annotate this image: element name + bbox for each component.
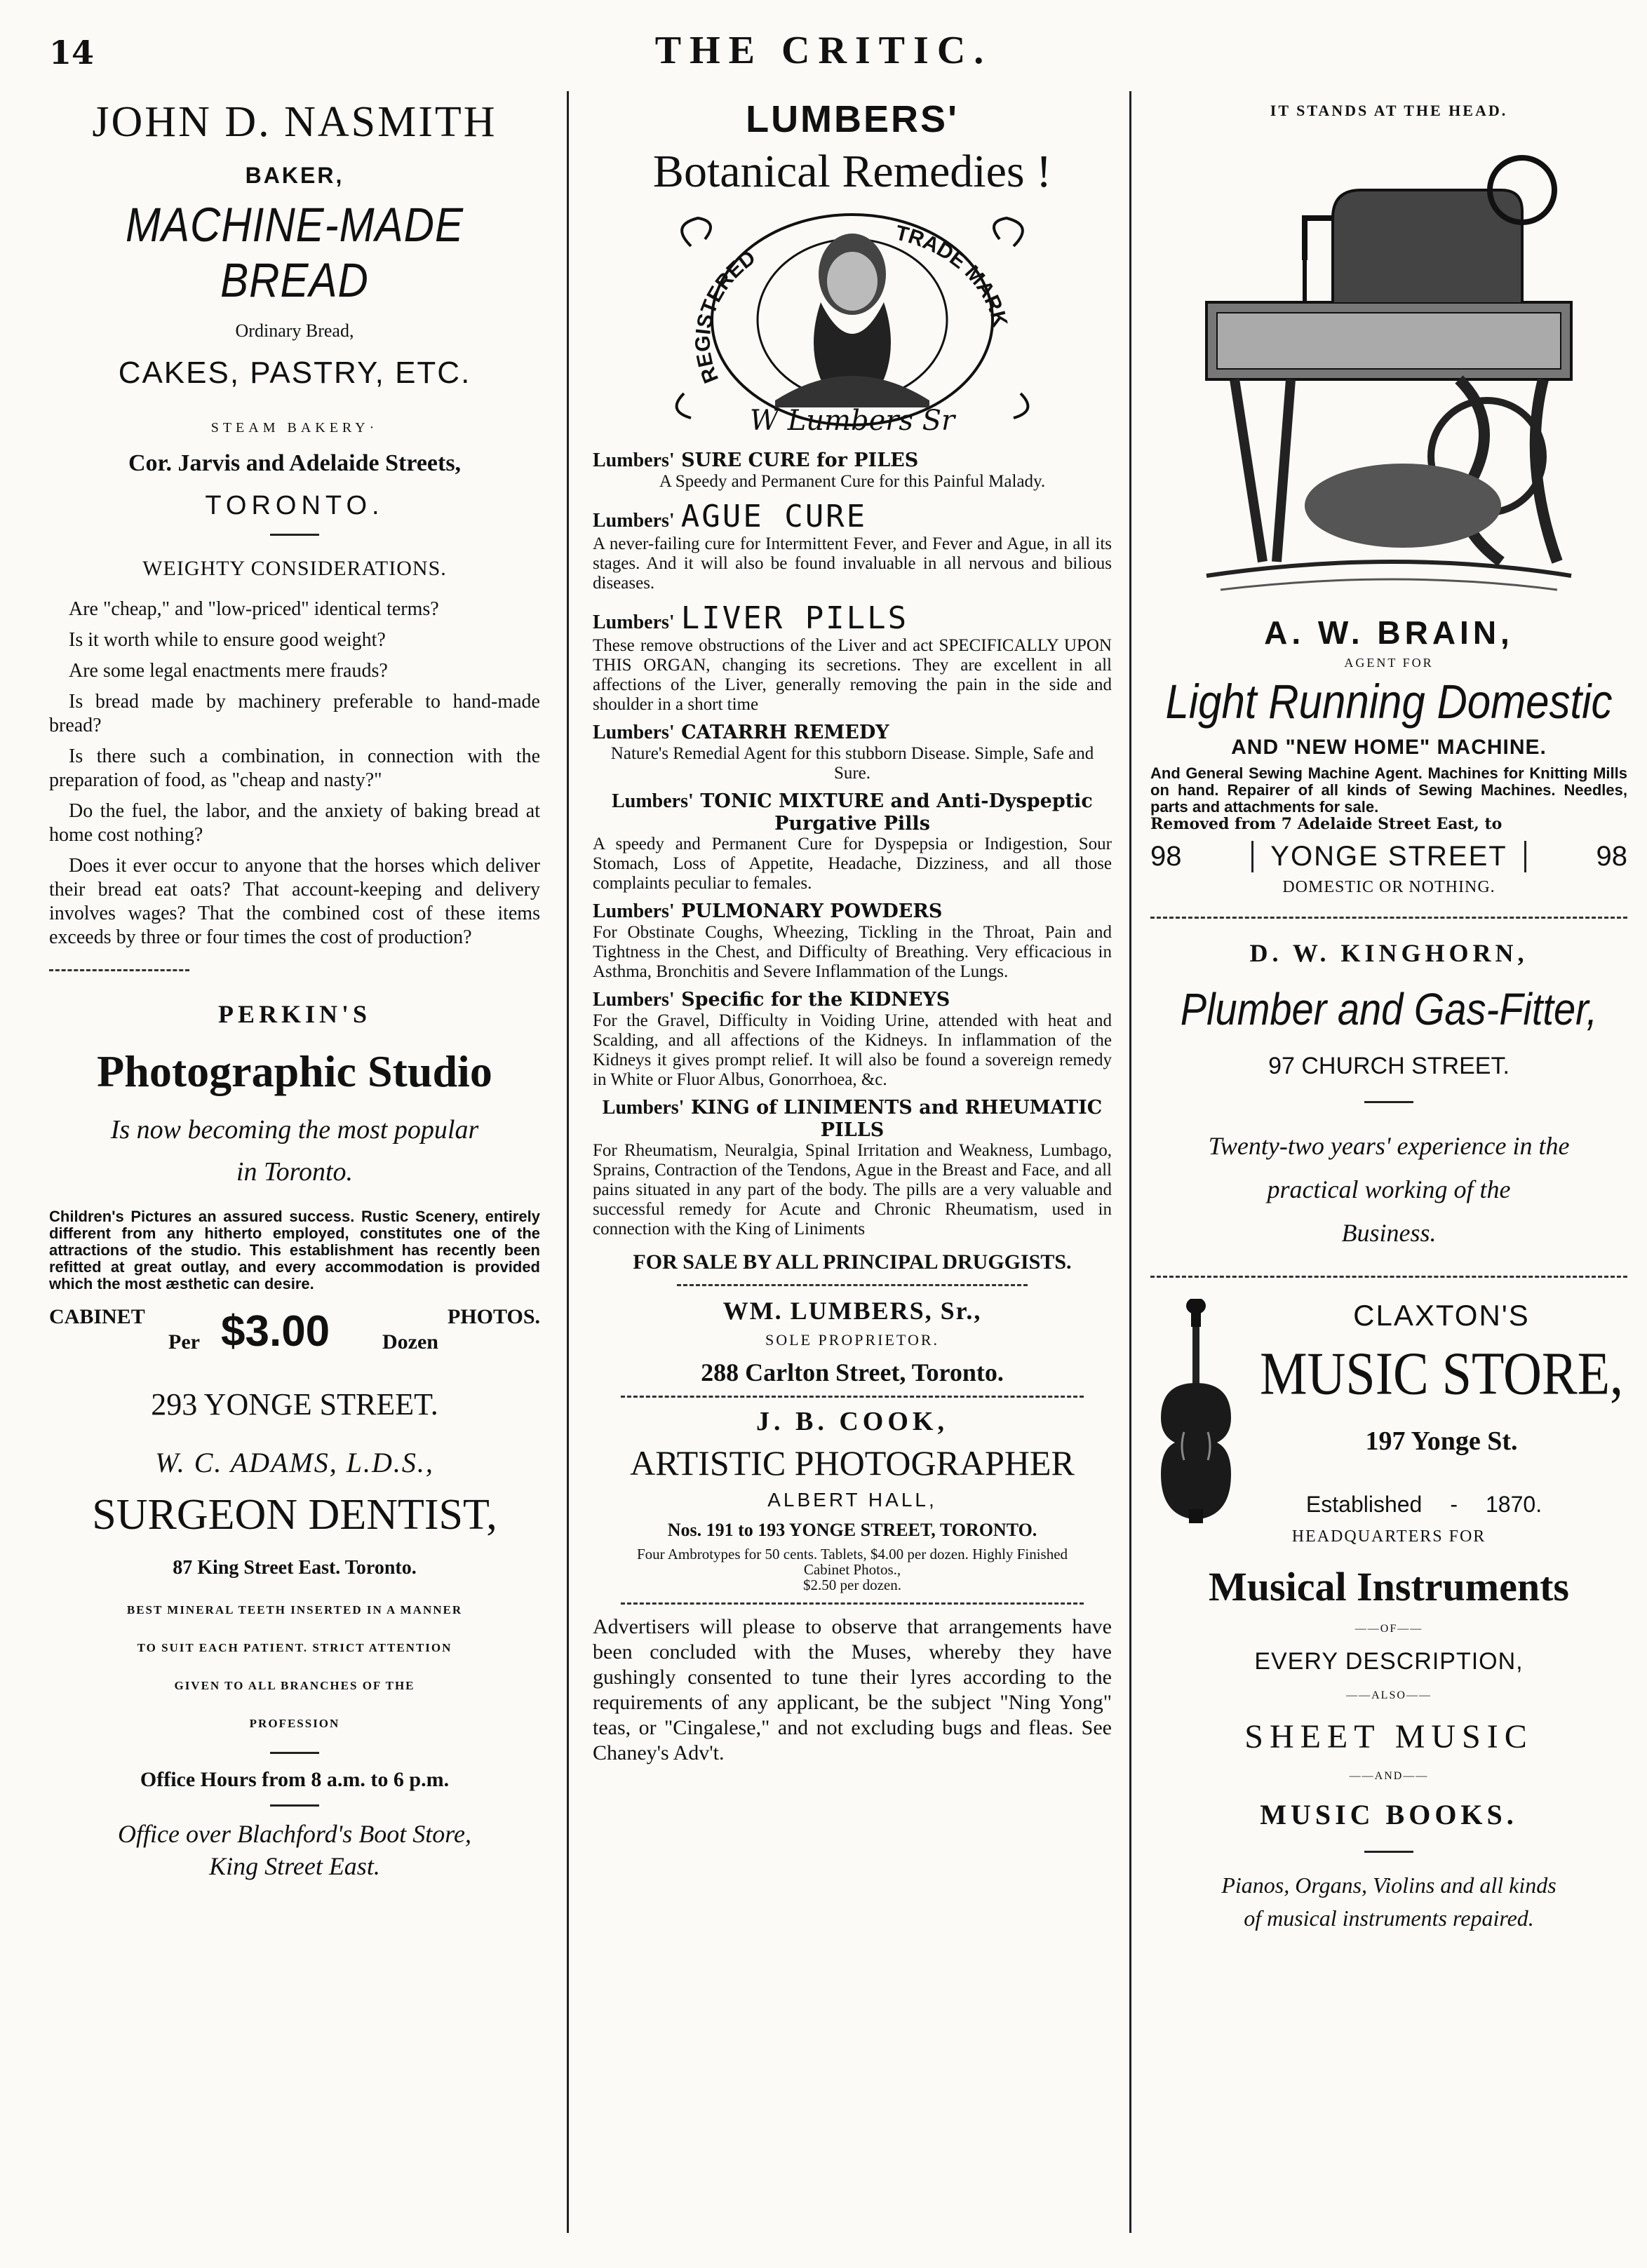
perkin-cabinet: CABINET: [49, 1305, 145, 1328]
claxton-title: MUSIC STORE,: [1259, 1339, 1624, 1408]
perkin-title: Photographic Studio: [97, 1046, 492, 1096]
remedy-item: [593, 499, 1112, 593]
adams-ad: [49, 1446, 540, 1881]
remedy-prefix: Lumbers': [612, 790, 694, 812]
divider: [621, 1396, 1084, 1398]
brain-body: And General Sewing Machine Agent. Machines for Knitting Mills on hand. Repairer of all kinds of Sewing Machines. Needles, parts and attachments for sale.: [1150, 764, 1627, 816]
column-rule-left: [567, 91, 569, 2233]
remedy-name: Specific for the KIDNEYS: [681, 989, 950, 1011]
adams-name: W. C. ADAMS, L.D.S.,: [155, 1447, 434, 1478]
perkin-price: $3.00: [221, 1307, 330, 1356]
column-rule-right: [1129, 91, 1131, 2233]
kinghorn-exp3: Business.: [1341, 1219, 1437, 1247]
nasmith-question: Are "cheap," and "low-priced" identical terms?: [69, 598, 439, 620]
cook-address: Nos. 191 to 193 YONGE STREET, TORONTO.: [667, 1520, 1037, 1540]
remedy-heading: [593, 1097, 1112, 1141]
nasmith-question: Are some legal enactments mere frauds?: [69, 660, 388, 682]
adams-line3: GIVEN TO ALL BRANCHES OF THE: [174, 1679, 415, 1692]
divider: [49, 969, 189, 971]
brain-and-line: AND "NEW HOME" MACHINE.: [1231, 736, 1547, 759]
remedy-prefix: Lumbers': [593, 450, 675, 471]
brain-agent: AGENT FOR: [1344, 656, 1434, 670]
nasmith-question: Is it worth while to ensure good weight?: [69, 629, 386, 651]
claxton-sheet: SHEET MUSIC: [1244, 1718, 1533, 1755]
nasmith-city: TORONTO.: [205, 491, 384, 520]
brain-tag: IT STANDS AT THE HEAD.: [1270, 102, 1508, 119]
divider: [270, 534, 319, 536]
kinghorn-exp2: practical working of the: [1267, 1175, 1511, 1203]
lumbers-title2: Botanical Remedies !: [652, 146, 1052, 197]
claxton-hq: HEADQUARTERS FOR: [1291, 1527, 1486, 1546]
claxton-dash: -: [1450, 1492, 1458, 1517]
lumbers-sale: FOR SALE BY ALL PRINCIPAL DRUGGISTS.: [633, 1250, 1072, 1274]
remedy-item: [593, 1097, 1112, 1239]
cook-line2: $2.50 per dozen.: [803, 1577, 901, 1593]
page-number: 14: [49, 34, 95, 72]
trademark-portrait-icon: [642, 204, 1063, 443]
cook-name: J. B. COOK,: [756, 1407, 948, 1436]
remedy-name: TONIC MIXTURE and Anti-Dyspeptic Purgative Pills: [700, 790, 1093, 835]
divider: [677, 1284, 1028, 1286]
advertisers-notice: Advertisers will please to observe that arrangements have been concluded with the Muses, whereby they have gushingly consented to tune their lyres according to the requirements of any applicant, be the subject "Ning Yong" teas, or "Cingalese," and not excluding bugs and fleas. See Chaney's Adv't.: [593, 1615, 1112, 1764]
remedy-item: [593, 600, 1112, 715]
nasmith-product: MACHINE-MADE BREAD: [125, 197, 464, 308]
cook-line1: Four Ambrotypes for 50 cents. Tablets, $4.00 per dozen. Highly Finished Cabinet Photos.,: [636, 1546, 1068, 1578]
nasmith-questions: [49, 598, 540, 950]
perkin-name: PERKIN'S: [217, 1000, 372, 1028]
remedy-heading: [593, 600, 1112, 636]
perkin-body: Children's Pictures an assured success. Rustic Scenery, entirely different from any hitherto employed, constitutes one of the attractions of the studio. This establishment has recently been refitted at great outlay, and every accommodation is provided which the most æsthetic can desire.: [49, 1208, 540, 1292]
remedy-description: A speedy and Permanent Cure for Dyspepsia or Indigestion, Sour Stomach, Loss of Appetite, Headache, Dizziness, and all those complaints peculiar to females.: [593, 835, 1112, 893]
column-middle: [593, 95, 1112, 2240]
lumbers-address: 288 Carlton Street, Toronto.: [701, 1358, 1004, 1386]
page-header: [0, 0, 1647, 91]
adams-office1: Office over Blachford's Boot Store,: [118, 1820, 471, 1848]
perkin-price-block: [49, 1305, 540, 1364]
sewing-machine-icon: [1192, 127, 1585, 604]
remedy-name: CATARRH REMEDY: [681, 722, 889, 743]
nasmith-bakery: STEAM BAKERY·: [210, 420, 379, 436]
brain-product: Light Running Domestic: [1165, 674, 1613, 729]
cook-title: ARTISTIC PHOTOGRAPHER: [630, 1443, 1075, 1483]
divider: [1150, 917, 1627, 919]
svg-text:TRADE MARK: [893, 222, 1011, 330]
remedy-heading: [593, 450, 1112, 472]
divider: [621, 1602, 1084, 1605]
remedy-description: For Rheumatism, Neuralgia, Spinal Irritation and Weakness, Lumbago, Sprains, Contraction of the Tendons, Ague in the Breast and Face, and all pains situated in any part of the body. The pills are a very valuable and successful remedy for Acute and Chronic Rheumatism, used in connection with the King of Liniments: [593, 1141, 1112, 1238]
claxton-every: EVERY DESCRIPTION,: [1254, 1648, 1524, 1675]
remedy-item: [593, 790, 1112, 893]
claxton-books: MUSIC BOOKS.: [1260, 1799, 1518, 1830]
brain-removed: Removed from 7 Adelaide Street East, to: [1150, 815, 1503, 833]
remedy-description: Nature's Remedial Agent for this stubborn Disease. Simple, Safe and Sure.: [610, 744, 1094, 783]
nasmith-question: Is there such a combination, in connection with the preparation of food, as "cheap and nasty?": [49, 745, 540, 791]
violin-icon: [1150, 1299, 1242, 1530]
nasmith-corner: Cor. Jarvis and Adelaide Streets,: [128, 450, 462, 476]
remedy-heading: [593, 790, 1112, 835]
remedy-name: PULMONARY POWDERS: [681, 900, 943, 922]
remedy-heading: [593, 900, 1112, 923]
remedy-description: For Obstinate Coughs, Wheezing, Tickling in the Throat, Pain and Tightness in the Chest, and Difficulty of Breathing. Very efficacious in Asthma, Bronchitis and Severe Inflammation of the Lungs.: [593, 923, 1112, 981]
adams-line2: TO SUIT EACH PATIENT. STRICT ATTENTION: [137, 1641, 452, 1654]
remedy-prefix: Lumbers': [593, 612, 675, 633]
nasmith-line2: CAKES, PASTRY, ETC.: [118, 356, 471, 390]
claxton-instruments: Musical Instruments: [1209, 1564, 1569, 1609]
remedy-prefix: Lumbers': [593, 722, 675, 743]
perkin-ad: [49, 999, 540, 1422]
nasmith-question: Does it ever occur to anyone that the horses which deliver their bread eat oats? That account-keeping and delivery involves wages? That the combined cost of these items exceeds by three or four times the cost of production?: [49, 855, 540, 948]
brain-number-right: 98: [1596, 841, 1627, 872]
remedy-prefix: Lumbers': [593, 900, 675, 922]
violin-illustration: [1150, 1299, 1242, 1530]
kinghorn-title: Plumber and Gas-Fitter,: [1180, 983, 1598, 1034]
divider: [1364, 1851, 1413, 1853]
remedy-prefix: Lumbers': [602, 1097, 685, 1119]
remedy-name: AGUE CURE: [680, 499, 868, 534]
perkin-tag2: in Toronto.: [236, 1157, 354, 1187]
masthead-title: THE CRITIC.: [654, 29, 993, 72]
perkin-photos: PHOTOS.: [448, 1305, 540, 1328]
remedy-item: [593, 450, 1112, 492]
cook-ad: [593, 1406, 1112, 1593]
perkin-dozen: Dozen: [382, 1330, 438, 1354]
divider: [1364, 1101, 1413, 1103]
brain-ad: [1150, 102, 1627, 897]
claxton-and: ——AND——: [1349, 1770, 1429, 1782]
remedy-item: [593, 722, 1112, 783]
lumbers-sole: SOLE PROPRIETOR.: [765, 1331, 940, 1349]
claxton-repair2: of musical instruments repaired.: [1244, 1905, 1534, 1931]
brain-name: A. W. BRAIN,: [1264, 614, 1514, 651]
kinghorn-name: D. W. KINGHORN,: [1249, 939, 1528, 967]
emblem-signature: W Lumbers Sr: [749, 405, 955, 437]
remedy-item: [593, 900, 1112, 982]
lumbers-ad: [593, 97, 1112, 1387]
divider: [270, 1804, 319, 1807]
adams-line1: BEST MINERAL TEETH INSERTED IN A MANNER: [126, 1603, 463, 1616]
remedy-name: LIVER PILLS: [680, 600, 909, 636]
emblem-right-text: TRADE MARK: [893, 221, 1012, 330]
claxton-of: ——OF——: [1354, 1623, 1423, 1635]
adams-office2: King Street East.: [209, 1852, 380, 1880]
kinghorn-exp1: Twenty-two years' experience in the: [1208, 1132, 1570, 1160]
remedy-description: A Speedy and Permanent Cure for this Painful Malady.: [659, 472, 1046, 491]
perkin-address: 293 YONGE STREET.: [151, 1387, 438, 1422]
brain-motto: DOMESTIC OR NOTHING.: [1282, 878, 1495, 896]
remedy-name: SURE CURE for PILES: [681, 450, 919, 471]
perkin-tag1: Is now becoming the most popular: [110, 1115, 479, 1145]
claxton-address: 197 Yonge St.: [1365, 1426, 1518, 1456]
claxton-ad: [1150, 1299, 1627, 1931]
lumbers-title1: LUMBERS': [746, 98, 959, 140]
remedy-prefix: Lumbers': [593, 989, 675, 1011]
adams-hours: Office Hours from 8 a.m. to 6 p.m.: [140, 1768, 450, 1791]
claxton-repair1: Pianos, Organs, Violins and all kinds: [1221, 1872, 1557, 1898]
nasmith-question: Is bread made by machinery preferable to hand-made bread?: [49, 691, 540, 736]
kinghorn-ad: [1150, 938, 1627, 1255]
column-right: [1150, 95, 1627, 2240]
lumbers-emblem: [642, 204, 1063, 443]
adams-title: SURGEON DENTIST,: [92, 1491, 497, 1539]
divider: [1150, 1276, 1627, 1278]
nasmith-question: Do the fuel, the labor, and the anxiety of baking bread at home cost nothing?: [49, 800, 540, 846]
remedies-list: [593, 450, 1112, 1239]
nasmith-name: JOHN D. NASMITH: [92, 98, 497, 146]
emblem-left-text: REGISTERED: [691, 245, 760, 386]
remedy-prefix: Lumbers': [593, 510, 675, 532]
claxton-established: Established: [1305, 1492, 1423, 1517]
remedy-description: These remove obstructions of the Liver and act SPECIFICALLY UPON THIS ORGAN, changing its secretions. They are excellent in all affections of the Liver, generally removing the pain in the side and shoulder in a short time: [593, 636, 1112, 714]
remedy-name: KING of LINIMENTS and RHEUMATIC PILLS: [690, 1097, 1103, 1141]
brain-number-left: 98: [1150, 841, 1182, 872]
adams-address: 87 King Street East. Toronto.: [173, 1557, 417, 1579]
remedy-heading: [593, 499, 1112, 534]
nasmith-weighty: WEIGHTY CONSIDERATIONS.: [142, 557, 447, 580]
brain-street: YONGE STREET: [1251, 841, 1526, 872]
perkin-per: Per: [168, 1330, 200, 1354]
remedy-description: For the Gravel, Difficulty in Voiding Urine, attended with heat and Scalding, and all affections of the Kidneys. In inflammation of the Kidneys it gives prompt relief. It will also be found a sovereign remedy in White or Fluor Albus, Gonorrhoea, &c.: [593, 1011, 1112, 1089]
remedy-heading: [593, 989, 1112, 1011]
nasmith-ad: [49, 97, 540, 950]
nasmith-line1: Ordinary Bread,: [235, 320, 354, 341]
column-left: [49, 95, 540, 2240]
sewing-machine-illustration: [1192, 127, 1585, 604]
remedy-heading: [593, 722, 1112, 744]
kinghorn-address: 97 CHURCH STREET.: [1268, 1053, 1510, 1079]
nasmith-trade: BAKER,: [245, 163, 344, 188]
lumbers-proprietor: WM. LUMBERS, Sr.,: [722, 1297, 982, 1325]
remedy-description: A never-failing cure for Intermittent Fever, and Fever and Ague, in all its stages. And it will also be found invaluable in all nervous and bilious diseases.: [593, 534, 1112, 593]
claxton-name: CLAXTON'S: [1353, 1299, 1530, 1332]
divider: [270, 1752, 319, 1754]
claxton-year: 1870.: [1486, 1492, 1542, 1517]
claxton-also: ——ALSO——: [1346, 1689, 1432, 1701]
adams-line4: PROFESSION: [249, 1717, 340, 1730]
cook-hall: ALBERT HALL,: [767, 1489, 937, 1511]
brain-address-row: [1150, 841, 1627, 872]
remedy-item: [593, 989, 1112, 1090]
